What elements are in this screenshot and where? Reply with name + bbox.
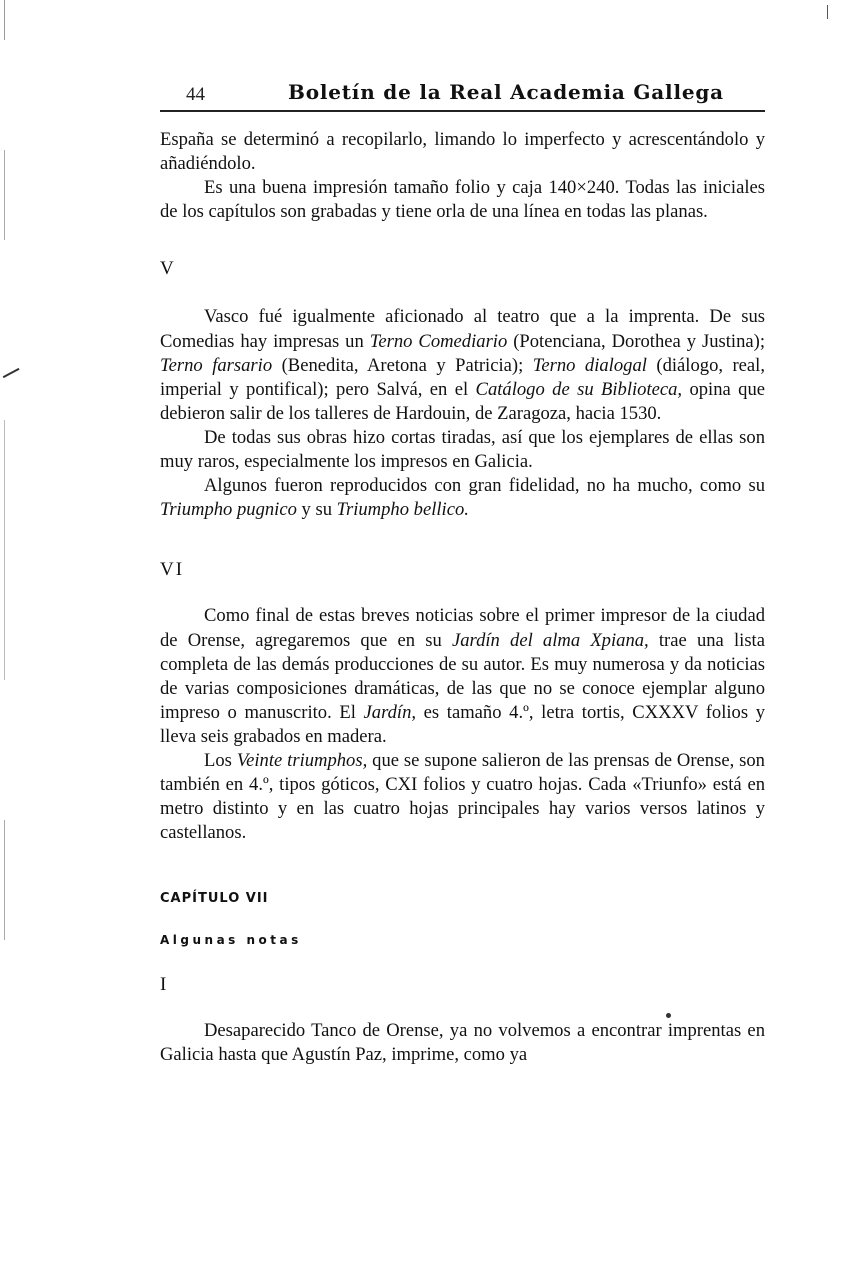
section-v-paragraph-3: Algunos fueron reproducidos con gran fidelidad, no ha mucho, como su Triumpho pugnico y su Triumpho bellico. [160,475,765,521]
title-veinte-triumphos: Veinte triumphos, [236,749,368,771]
section-v-paragraph-2: De todas sus obras hizo cortas tiradas, así que los ejemplares de ellas son muy raros, especialmente los impresos en Galicia. [160,426,765,473]
section-heading-vi: VI [160,559,185,581]
page-body [160,128,765,1067]
page-header [160,78,765,110]
title-jardin-del-alma: Jardín del alma Xpiana, [451,629,649,651]
scan-margin-mark [4,420,5,680]
scan-margin-mark [4,0,5,40]
chapter-paragraph-1: Desaparecido Tanco de Orense, ya no volvemos a encontrar imprentas en Galicia hasta que Agustín Paz, imprime, como ya [160,1019,765,1065]
title-triumpho-pugnico: Triumpho pugnico [160,499,297,521]
scan-margin-mark [827,5,828,19]
section-heading-v: V [160,258,176,280]
running-title: Boletín de la Real Academia Gallega [288,80,724,104]
chapter-subtitle: Algunas notas [160,933,302,948]
intro-paragraph-1: España se determinó a recopilarlo, limando lo imperfecto y acrescentándolo y añadiéndolo. [160,129,765,175]
scan-margin-mark [4,820,5,940]
title-jardin: Jardín, [363,701,417,723]
title-triumpho-bellico: Triumpho bellico. [336,499,469,521]
title-terno-dialogal: Terno dialogal [532,354,647,376]
chapter-title: CAPÍTULO VII [160,891,269,907]
section-vi-paragraph-1: Como final de estas breves noticias sobre el primer impresor de la ciudad de Orense, agregaremos que en su Jardín del alma Xpiana, trae una lista completa de las demás producciones de su autor. Es muy numerosa y da noticias de varias composiciones dramáticas, de las que no se conoce ejemplar alguno impreso o manuscrito. El Jardín, es tamaño 4.º, letra tortis, CXXXV folios y lleva seis grabados en madera. [160,605,766,747]
title-terno-farsario: Terno farsario [160,354,273,376]
section-v-paragraph-1: Vasco fué igualmente aficionado al teatro que a la imprenta. De sus Comedias hay impresas un Terno Comediario (Potenciana, Dorothea y Justina); Terno farsario (Benedita, Aretona y Patricia); Terno dialogal (diálogo, real, imperial y pontifical); pero Salvá, en el Catálogo de su Biblioteca, opina que debieron salir de los talleres de Hardouin, de Zaragoza, hacia 1530. [160,306,766,424]
scan-margin-mark [4,150,5,240]
title-catalogo: Catálogo de su Biblioteca, [475,378,683,400]
header-rule [160,110,765,112]
section-vi-paragraph-2: Los Veinte triumphos, que se supone salieron de las prensas de Orense, son también en 4.º, tipos góticos, CXI folios y cuatro hojas. Cada «Triunfo» está en metro distinto y en las cuatro hojas principales hay varios versos latinos y castellanos. [160,749,765,844]
scan-margin-mark [3,368,20,378]
intro-paragraph-2: Es una buena impresión tamaño folio y caja 140×240. Todas las iniciales de los capítulos son grabadas y tiene orla de una línea en todas las planas. [160,177,765,223]
section-heading-i: I [160,973,169,995]
title-terno-comediario: Terno Comediario [369,330,508,352]
ink-dot [666,1013,671,1018]
page-number: 44 [186,84,205,105]
